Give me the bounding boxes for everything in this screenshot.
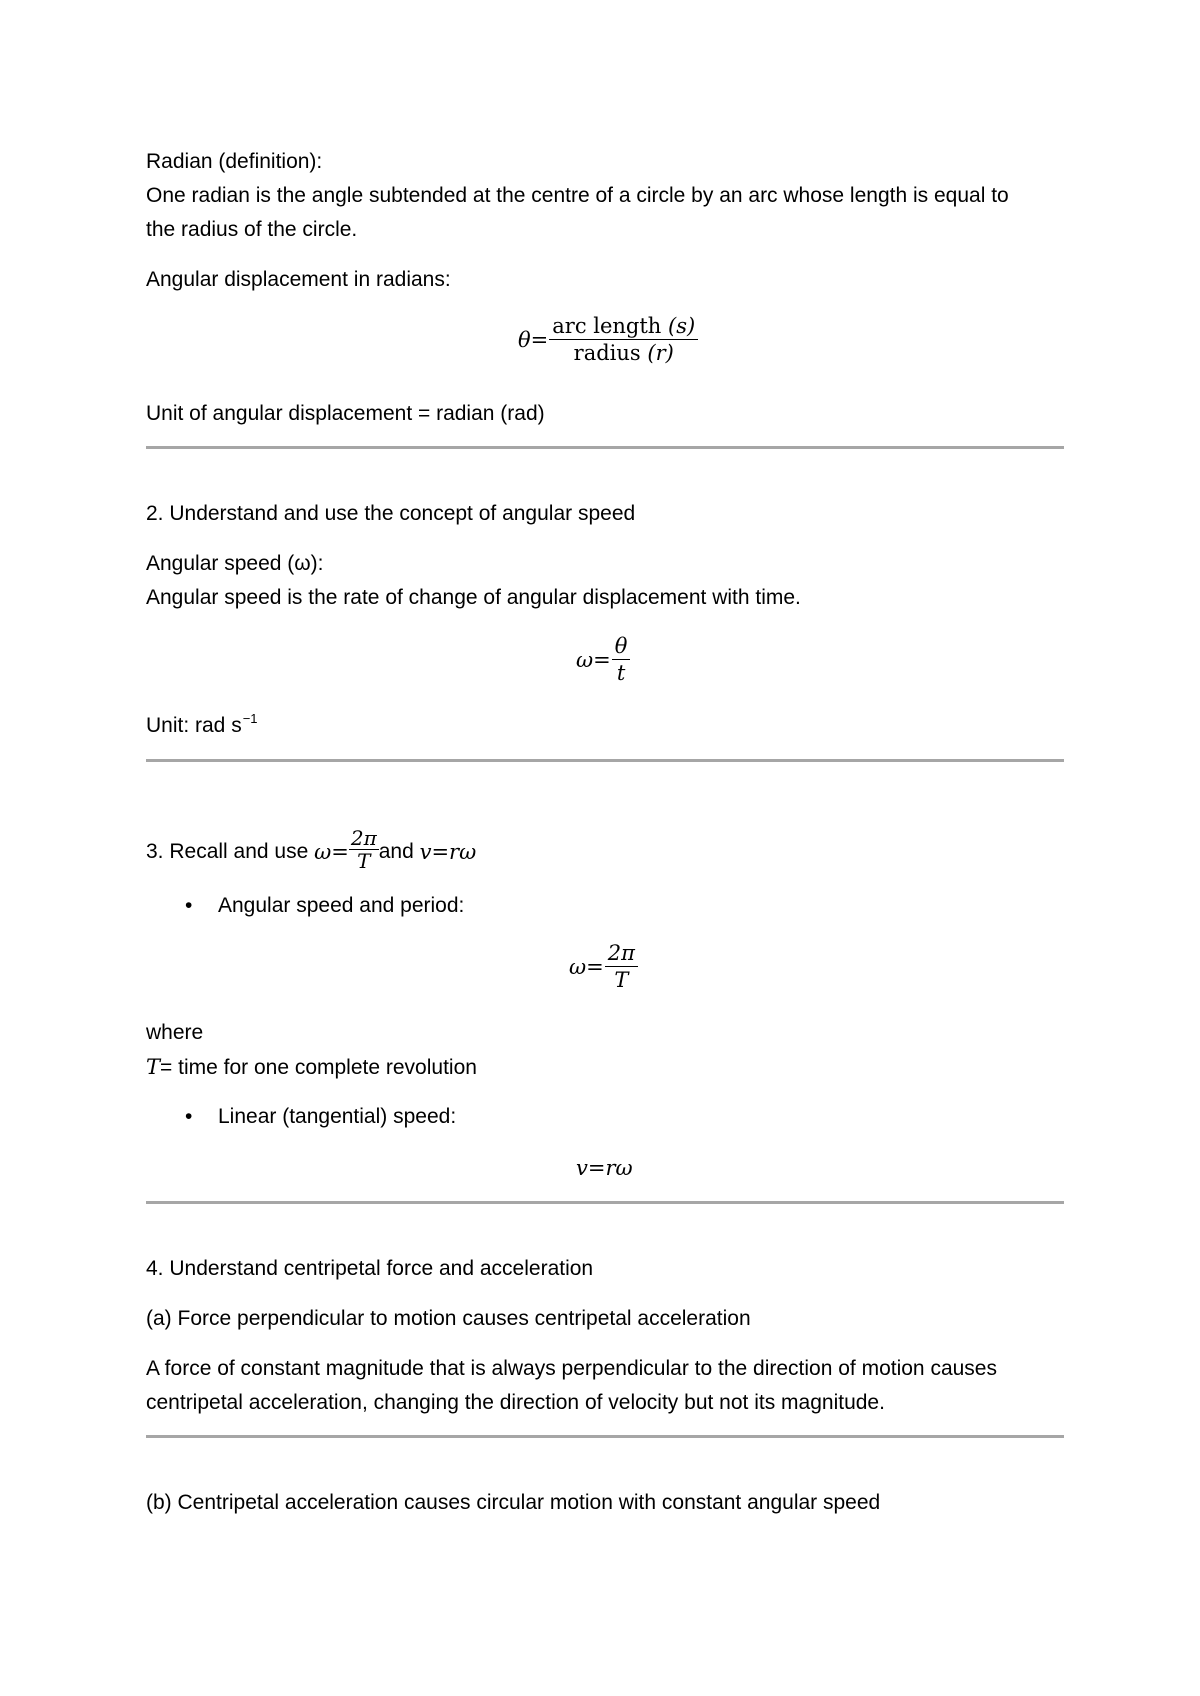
eq-omega-denominator: t bbox=[616, 661, 626, 685]
divider-3 bbox=[146, 1201, 1064, 1204]
radian-definition-line-1: One radian is the angle subtended at the centre of a circle by an arc whose length is equal to bbox=[146, 184, 1009, 207]
bullet-angular-speed-period: Angular speed and period: bbox=[218, 894, 465, 917]
period-definition-text: = time for one complete revolution bbox=[160, 1056, 477, 1079]
unit-superscript: −1 bbox=[242, 711, 258, 726]
radian-definition-line-2: the radius of the circle. bbox=[146, 218, 358, 241]
equation-theta bbox=[518, 314, 698, 365]
eq-period-equals: = bbox=[586, 954, 604, 979]
equation-period bbox=[569, 941, 638, 992]
where-label: where bbox=[146, 1021, 204, 1044]
section-3-heading-fraction bbox=[349, 827, 379, 872]
eq-period-numerator: 2π bbox=[605, 941, 638, 967]
eq-period-lhs: ω bbox=[569, 954, 587, 979]
radian-heading: Radian (definition): bbox=[146, 150, 323, 173]
eq-omega-lhs: ω bbox=[576, 647, 594, 672]
eq-omega-equals: = bbox=[593, 647, 611, 672]
section-3-heading-denominator: T bbox=[357, 849, 371, 873]
subsection-a-paragraph-line-1: A force of constant magnitude that is always perpendicular to the direction of motion causes bbox=[146, 1357, 997, 1380]
eq-omega-numerator: θ bbox=[612, 634, 631, 660]
period-definition bbox=[146, 1054, 477, 1081]
eq-theta-denominator bbox=[571, 340, 677, 365]
section-4-heading: 4. Understand centripetal force and acceleration bbox=[146, 1257, 594, 1280]
eq-omega-fraction bbox=[612, 634, 631, 685]
angular-speed-definition: Angular speed is the rate of change of angular displacement with time. bbox=[146, 586, 801, 609]
eq-theta-lhs: θ bbox=[518, 327, 531, 352]
bullet-marker-1: • bbox=[185, 894, 193, 917]
section-3-heading-prefix: 3. Recall and use bbox=[146, 839, 315, 863]
eq-theta-num-var: (s) bbox=[668, 314, 696, 338]
subsection-b-heading: (b) Centripetal acceleration causes circular motion with constant angular speed bbox=[146, 1491, 881, 1514]
period-symbol: T bbox=[146, 1055, 161, 1079]
subsection-a-heading: (a) Force perpendicular to motion causes centripetal acceleration bbox=[146, 1307, 751, 1330]
section-3-heading-omega: ω bbox=[314, 839, 332, 864]
section-2-heading: 2. Understand and use the concept of angular speed bbox=[146, 502, 636, 525]
equation-linear-speed: v=rω bbox=[576, 1156, 633, 1180]
unit-angular-displacement: Unit of angular displacement = radian (rad) bbox=[146, 402, 545, 425]
bullet-marker-2: • bbox=[185, 1105, 193, 1128]
divider-1 bbox=[146, 446, 1064, 449]
eq-theta-numerator bbox=[549, 314, 698, 340]
divider-2 bbox=[146, 759, 1064, 762]
eq-theta-fraction bbox=[549, 314, 698, 365]
eq-period-fraction bbox=[605, 941, 638, 992]
equation-omega bbox=[576, 634, 630, 685]
eq-period-denominator: T bbox=[614, 968, 629, 992]
bullet-linear-speed: Linear (tangential) speed: bbox=[218, 1105, 457, 1128]
section-3-heading bbox=[146, 826, 477, 874]
subsection-a-paragraph-line-2: centripetal acceleration, changing the direction of velocity but not its magnitude. bbox=[146, 1391, 885, 1414]
eq-theta-num-text: arc length bbox=[552, 314, 662, 338]
angular-displacement-heading: Angular displacement in radians: bbox=[146, 268, 451, 291]
section-3-heading-and: and bbox=[378, 839, 420, 863]
angular-speed-unit bbox=[146, 713, 258, 741]
eq-theta-den-var: (r) bbox=[647, 341, 674, 365]
section-3-heading-equals: = bbox=[331, 839, 349, 864]
section-3-heading-numerator: 2π bbox=[350, 826, 377, 850]
eq-theta-den-text: radius bbox=[573, 341, 641, 365]
unit-label: Unit: rad s bbox=[146, 714, 242, 737]
eq-theta-equals: = bbox=[530, 327, 549, 352]
section-3-heading-v-eq: v=rω bbox=[419, 839, 477, 864]
divider-4 bbox=[146, 1435, 1064, 1438]
angular-speed-heading: Angular speed (ω): bbox=[146, 552, 324, 575]
